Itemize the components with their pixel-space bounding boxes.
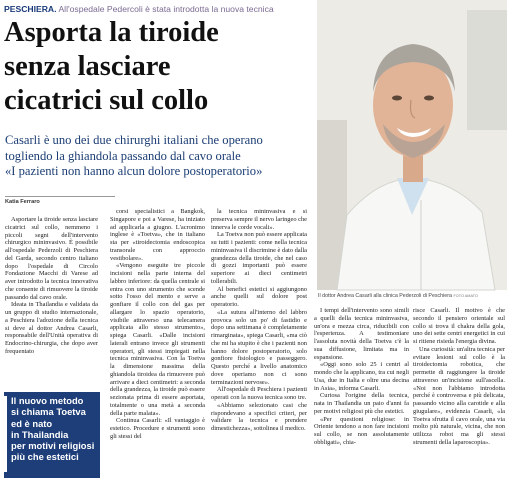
article-column-4 (314, 307, 409, 477)
pull-quote-box (4, 392, 100, 478)
standfirst-line-3: «I pazienti non hanno alcun dolore postoperatorio» (5, 164, 263, 179)
paragraph: corsi specialistici a Bangkok, Singapore e poi a Varese, ha iniziato ad applicarla a giugno. L'acronimo inglese è «Toetva», che in italiano sta per «tiroidectomia endoscopica transorale con approccio vestibolare». (110, 208, 205, 262)
standfirst (5, 133, 313, 180)
paragraph: Ideata in Thailandia e validata da un gruppo di studio internazionale, a Peschiera l'adozione della tecnica si deve al dottor Andrea Casarli, responsabile dell'Unità operativa di Endocrino-chirurgia, che dopo aver frequentato (5, 301, 98, 355)
photo-credit: FOTO AMATO (453, 294, 478, 298)
pull-quote-bar (4, 396, 7, 472)
kicker (4, 2, 314, 17)
photo-caption (318, 290, 507, 302)
article-column-3 (211, 208, 308, 432)
paragraph: la tecnica mininvasiva e si preserva sempre il nervo laringeo che innerva le corde vocali». (211, 208, 307, 231)
doctor-portrait-illustration (317, 0, 507, 290)
pull-quote-line: più che estetici (11, 451, 79, 463)
paragraph: La Toetva non può essere applicata su tutti i pazienti: come nella tecnica mininvasiva il discrimine è dato dalla grandezza della tiroide, che nel caso di gozzi importanti può essere superiore ai dieci centimetri tollerabili. (211, 231, 308, 285)
byline: Katia Ferraro (5, 196, 115, 205)
paragraph: Asportare la tiroide senza lasciare cicatrici sul collo, nemmeno i piccoli segni dell'intervento chirurgico mininvasivo. È possibile all'ospedale Pederzoli di Peschiera del Garda, secondo centro italiano dopo l'ospedale di Circolo Fondazione Macchi di Varese ad aver introdotto la tecnica innovativa che consente di rimuovere la tiroide passando dal cavo orale. (5, 216, 98, 301)
standfirst-line-1: Casarli è uno dei due chirurghi italiani che operano (5, 133, 263, 147)
paragraph: I tempi dell'intervento sono simili a quelli della tecnica mininvasiva, un'ora e mezza circa, riducibili con l'esperienza. A testimoniare l'assoluta novità della Toetva c'è la sua diffusione, limitata ma in espansione. (314, 307, 409, 361)
paragraph: «Vengono eseguite tre piccole incisioni nella parte interna del labbro inferiore: da quella centrale si entra con uno strumento che scende sotto l'osso del mento e serve a gonfiare il collo con del gas per allargare lo spazio operatorio, visibile attraverso una telecamera applicata allo stesso strumento», spiega Casarli. «Dalle incisioni laterali entrano invece gli strumenti operatori, gli stessi impiegati nella tecnica mininvasiva. Con la Toetva la dimensione massima della ghiandola tiroidea da rimuovere può arrivare a dieci centimetri: a seconda della grandezza, la tiroide può essere sezionata prima di essere asportata, totalmente o una metà a seconda della parte malata». (110, 262, 205, 417)
paragraph: «Abbiamo selezionato casi che rispondevano a specifici criteri, per validare la tecnica e prendere dimestichezza», sottolinea il medico. (211, 401, 307, 432)
pull-quote-line: si chiama Toetva (11, 406, 86, 418)
article-column-5 (413, 307, 505, 477)
paragraph: Curiosa l'origine della tecnica, nata in Thailandia un paio d'anni fa per motivi religiosi più che estetici. (314, 392, 409, 415)
paragraph: «Per questioni religiose: in Oriente tendono a non fare incisioni sul collo, se non assolutamente obbligati», chia- (314, 415, 409, 446)
paragraph: All'ospedale di Peschiera i pazienti operati con la nuova tecnica sono tre. (211, 386, 307, 401)
standfirst-line-2: togliendo la ghiandola passando dal cavo orale (5, 148, 241, 163)
headline-line-2: senza lasciare (4, 51, 171, 82)
doctor-photo (317, 0, 507, 290)
paragraph: Continua Casarli: «Il vantaggio è estetico. Procedure e strumenti sono gli stessi del (110, 417, 205, 440)
headline (4, 16, 310, 118)
kicker-section: PESCHIERA. (4, 4, 57, 14)
paragraph: risce Casarli. Il motivo è che secondo il pensiero orientale sul collo si trova il chakra della gola, uno dei sette centri energetici in cui si ritiene risieda l'energia divina. (413, 307, 505, 345)
headline-line-3: cicatrici sul collo (4, 85, 209, 116)
article-column-2 (110, 208, 205, 476)
pull-quote-line: per motivi religiosi (11, 440, 95, 452)
paragraph: Una curiosità: un'altra tecnica per evitare lesioni sul collo è la tiroidectomia robotica, che permette di raggiungere la tiroide attraverso un'incisione sull'ascella. «Noi non l'abbiamo introdotta perché è controversa e più delicata, passando vicino alla carotide e alla giugulare», evidenzia Casarli, «la Toetva sfrutta il cavo orale, una via molto più naturale, vicina, che non utilizza robot ma gli stessi strumenti della laparoscopia». (413, 345, 505, 446)
pull-quote-line: Il nuovo metodo (11, 395, 84, 406)
article-column-1 (5, 216, 98, 390)
paragraph: «La sutura all'interno del labbro provoca solo un po' di fastidio e dopo una settimana è completamente rimarginata», spiega Casarli, «ma ciò che mi ha stupito è che i pazienti non hanno dolore postoperatorio, solo gonfiore fisiologico e passeggero. Questo perché a livello anatomico dove operiamo non ci sono terminazioni nervose». (211, 308, 307, 386)
pull-quote-line: ed è nato (11, 417, 53, 429)
pull-quote-line: in Thailandia (11, 428, 69, 440)
headline-line-1: Asporta la tiroide (4, 17, 219, 48)
kicker-text: All'ospedale Pedercoli è stata introdotta la nuova tecnica (58, 4, 274, 14)
paragraph: Al benefici estetici si aggiungono anche quelli sul dolore post operatorio. (211, 285, 307, 308)
caption-text: Il dottor Andrea Casarli alla clinica Pederzoli di Peschiera (318, 293, 452, 299)
paragraph: «Oggi sono solo 25 i centri al mondo che la applicano, tra cui negli Usa, due in Italia e oltre una decina in Asia», informa Casarli. (314, 361, 409, 392)
